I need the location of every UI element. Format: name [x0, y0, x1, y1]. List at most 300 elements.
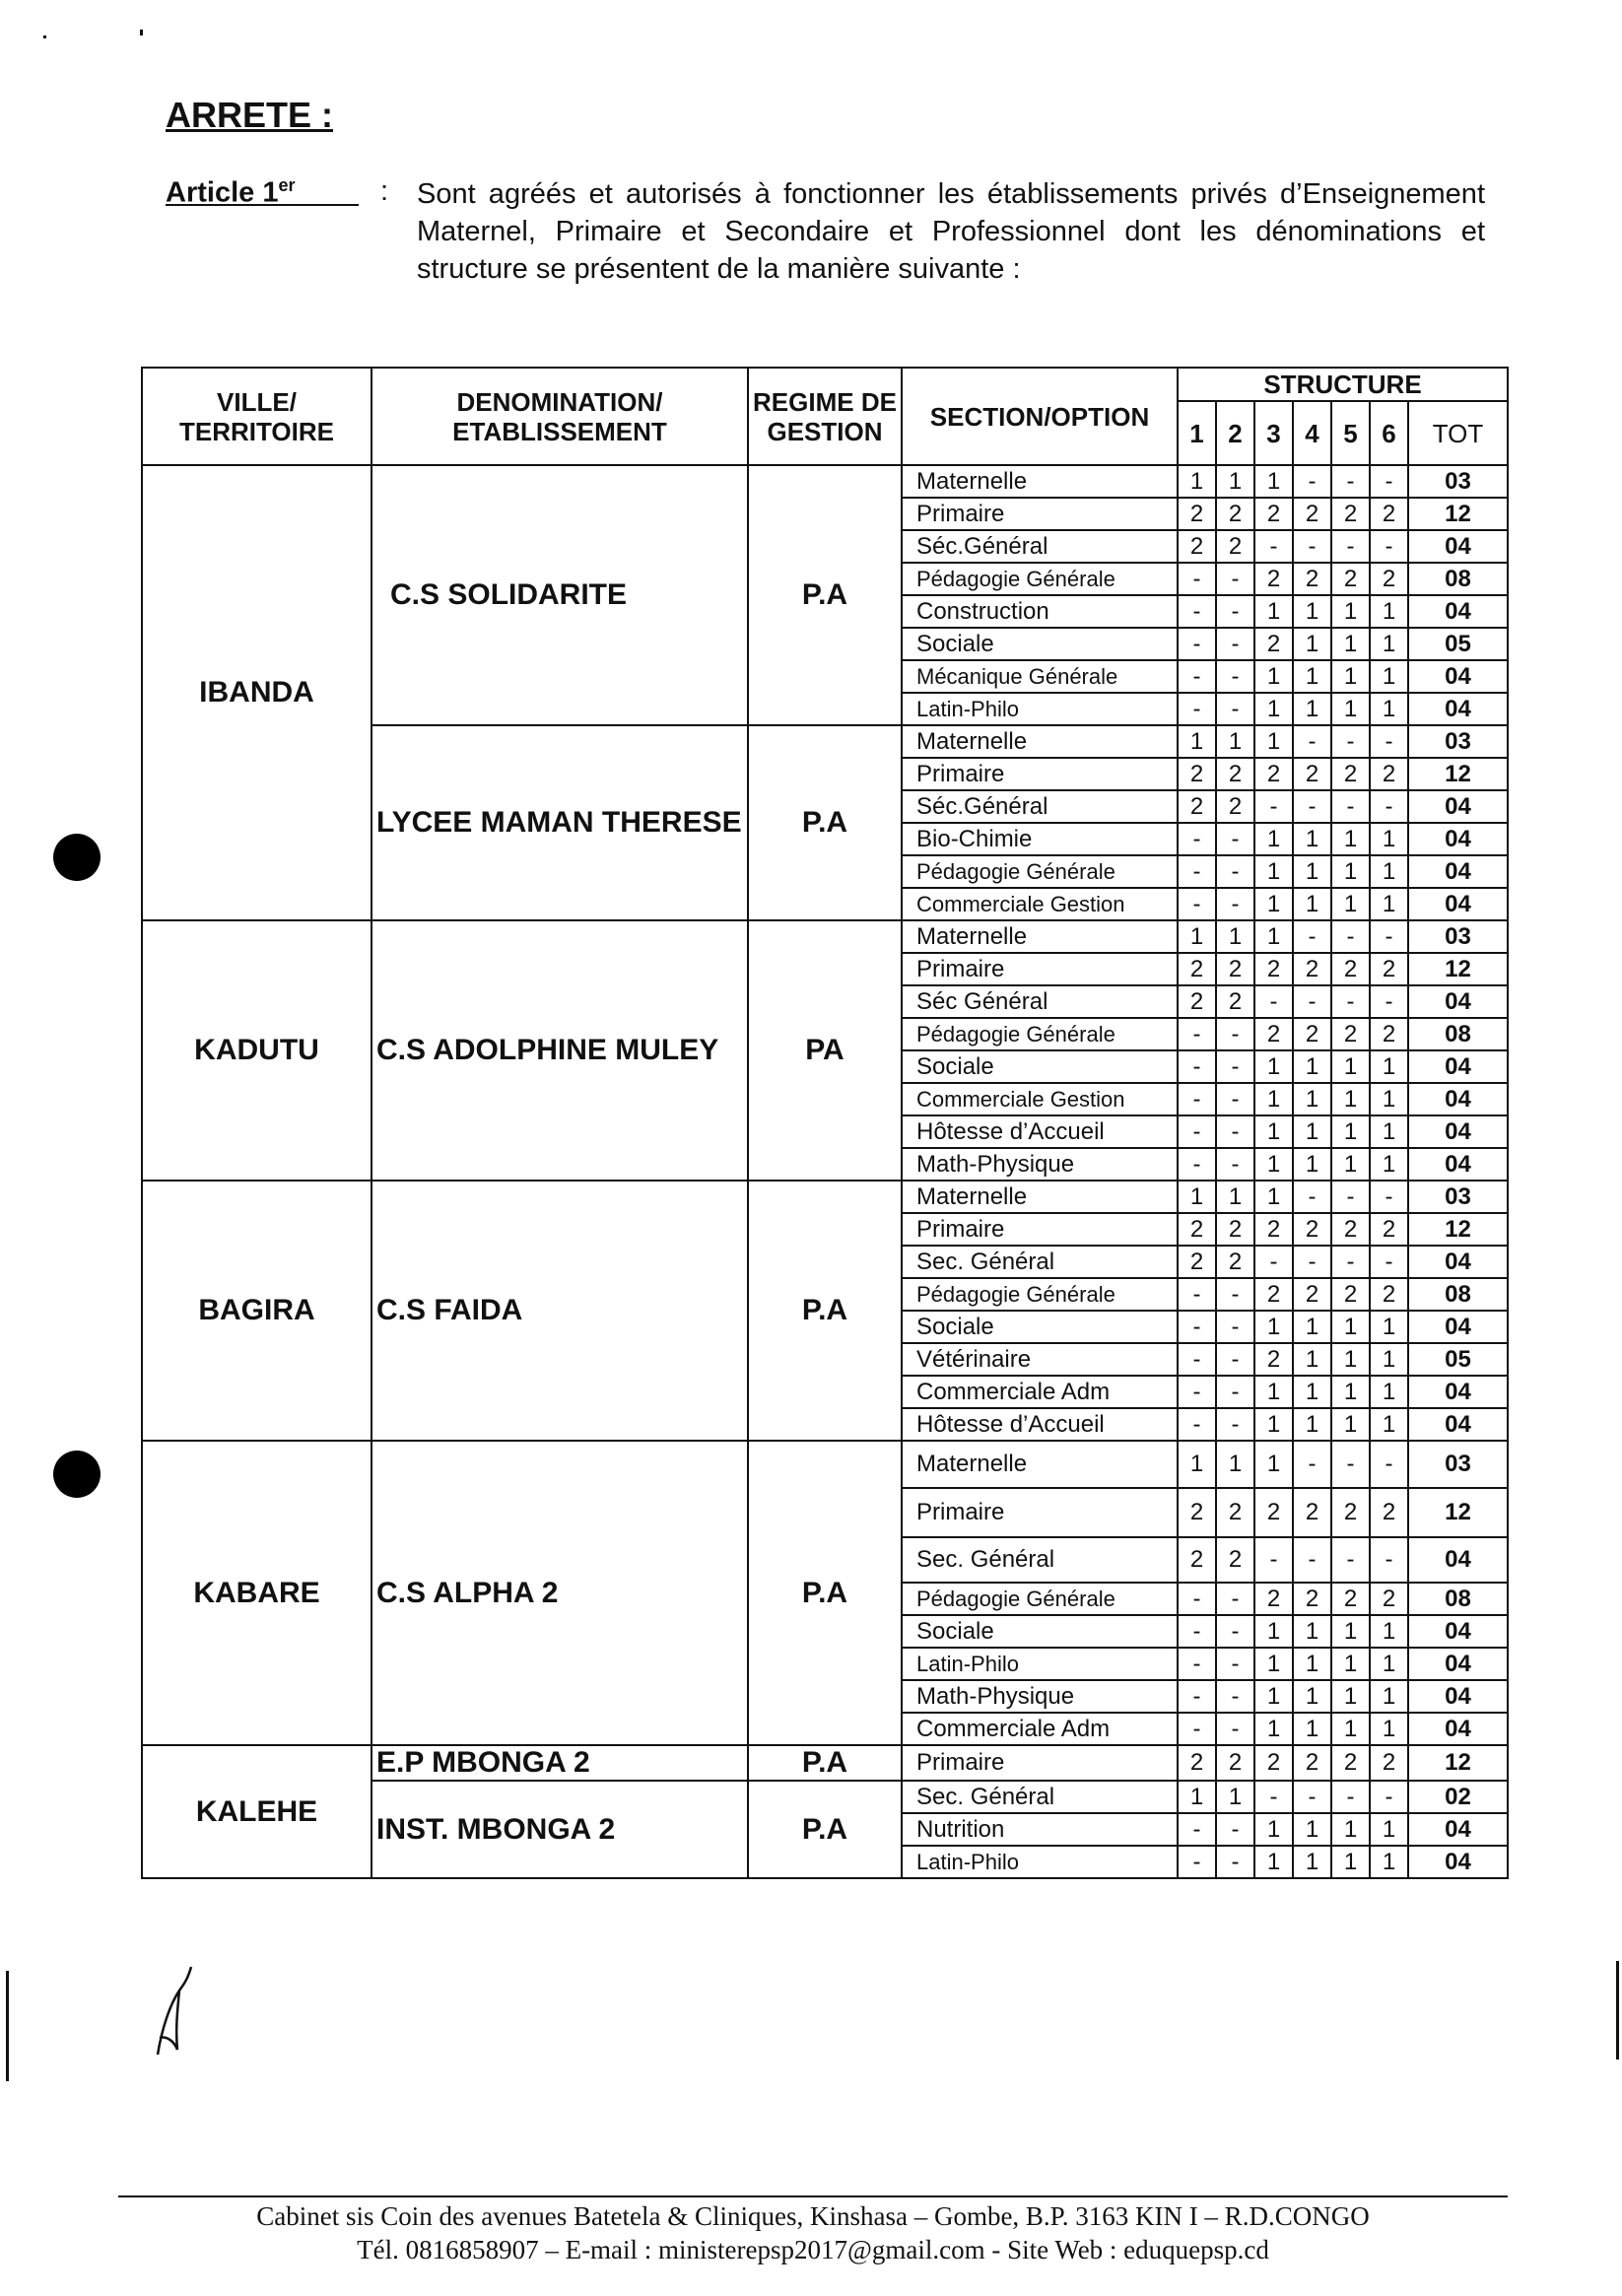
header-ville: VILLE/ TERRITOIRE [142, 368, 372, 465]
structure-value-5: - [1331, 985, 1370, 1018]
structure-total: 03 [1408, 1181, 1508, 1213]
structure-value-6: - [1370, 725, 1408, 758]
structure-value-2: 2 [1216, 1745, 1254, 1781]
structure-value-3: 1 [1254, 1441, 1293, 1488]
header-col-5: 5 [1331, 401, 1370, 465]
header-col-4: 4 [1293, 401, 1331, 465]
structure-value-2: 1 [1216, 725, 1254, 758]
structure-value-6: 2 [1370, 563, 1408, 595]
header-col-2: 2 [1216, 401, 1254, 465]
regime-cell: PA [748, 920, 902, 1181]
structure-value-2: - [1216, 1648, 1254, 1680]
structure-value-6: - [1370, 465, 1408, 498]
structure-value-1: - [1178, 1148, 1216, 1181]
structure-value-6: 1 [1370, 595, 1408, 628]
section-option-cell: Hôtesse d’Accueil [902, 1408, 1178, 1441]
structure-value-5: 1 [1331, 855, 1370, 888]
structure-value-4: - [1293, 790, 1331, 823]
article-colon: : [380, 175, 389, 207]
structure-value-5: 2 [1331, 1213, 1370, 1246]
structure-value-3: - [1254, 790, 1293, 823]
structure-value-1: 2 [1178, 953, 1216, 985]
section-option-cell: Séc Général [902, 985, 1178, 1018]
structure-value-5: - [1331, 1537, 1370, 1583]
section-option-cell: Math-Physique [902, 1148, 1178, 1181]
structure-value-5: 1 [1331, 1846, 1370, 1878]
structure-value-4: 1 [1293, 628, 1331, 660]
structure-value-2: - [1216, 1408, 1254, 1441]
structure-total: 12 [1408, 498, 1508, 530]
structure-value-6: 2 [1370, 1488, 1408, 1537]
structure-value-1: - [1178, 660, 1216, 693]
structure-value-5: 1 [1331, 1813, 1370, 1846]
structure-value-2: - [1216, 1615, 1254, 1648]
section-option-cell: Sociale [902, 1615, 1178, 1648]
regime-cell: P.A [748, 725, 902, 920]
section-option-cell: Sociale [902, 1311, 1178, 1343]
structure-total: 04 [1408, 693, 1508, 725]
structure-value-3: 2 [1254, 1213, 1293, 1246]
structure-value-5: 2 [1331, 1583, 1370, 1615]
structure-value-4: 1 [1293, 1376, 1331, 1408]
structure-total: 02 [1408, 1781, 1508, 1813]
structure-value-5: - [1331, 1441, 1370, 1488]
article-text: Sont agréés et autorisés à fonctionner les établissements privés d’Enseignement Maternel, Primaire et Secondaire et Professionnel dont les dénominations et structure se présentent de la manière suivante : [417, 178, 1485, 285]
structure-value-6: 2 [1370, 498, 1408, 530]
etablissement-name: E.P MBONGA 2 [372, 1745, 748, 1781]
structure-value-2: - [1216, 1680, 1254, 1713]
structure-value-5: 1 [1331, 1615, 1370, 1648]
structure-value-1: - [1178, 1115, 1216, 1148]
footer-contact: Tél. 0816858907 – E-mail : ministerepsp2017@gmail.com - Site Web : eduquepsp.cd [357, 2235, 1269, 2264]
section-option-cell: Pédagogie Générale [902, 1018, 1178, 1050]
structure-total: 04 [1408, 1846, 1508, 1878]
structure-value-5: 1 [1331, 823, 1370, 855]
structure-total: 12 [1408, 1488, 1508, 1537]
structure-value-2: 2 [1216, 758, 1254, 790]
section-option-cell: Primaire [902, 1213, 1178, 1246]
structure-total: 12 [1408, 758, 1508, 790]
structure-value-1: 1 [1178, 1441, 1216, 1488]
structure-value-4: - [1293, 530, 1331, 563]
structure-value-3: 1 [1254, 595, 1293, 628]
etablissement-name: C.S ALPHA 2 [372, 1441, 748, 1745]
structure-value-3: - [1254, 1246, 1293, 1278]
structure-value-4: 2 [1293, 953, 1331, 985]
section-option-cell: Pédagogie Générale [902, 1278, 1178, 1311]
structure-value-2: - [1216, 823, 1254, 855]
section-option-cell: Latin-Philo [902, 1846, 1178, 1878]
structure-value-5: 2 [1331, 758, 1370, 790]
table-row [142, 1181, 1508, 1213]
structure-value-4: 1 [1293, 1680, 1331, 1713]
section-option-cell: Hôtesse d’Accueil [902, 1115, 1178, 1148]
structure-value-1: - [1178, 1311, 1216, 1343]
structure-total: 12 [1408, 1213, 1508, 1246]
ville-cell: KALEHE [142, 1745, 372, 1878]
etablissement-name: C.S ADOLPHINE MULEY [372, 920, 748, 1181]
structure-value-4: 2 [1293, 1488, 1331, 1537]
structure-value-1: 2 [1178, 1488, 1216, 1537]
structure-value-2: 1 [1216, 465, 1254, 498]
article-label-text: Article 1 [166, 176, 279, 209]
structure-value-1: 2 [1178, 758, 1216, 790]
structure-value-1: 2 [1178, 1213, 1216, 1246]
structure-value-1: 1 [1178, 465, 1216, 498]
header-denomination: DENOMINATION/ ETABLISSEMENT [372, 368, 748, 465]
footer-address: Cabinet sis Coin des avenues Batetela & Cliniques, Kinshasa – Gombe, B.P. 3163 KIN I – R.D.CONGO [256, 2201, 1370, 2231]
structure-value-5: 1 [1331, 1311, 1370, 1343]
structure-value-3: 2 [1254, 1018, 1293, 1050]
structure-value-3: 1 [1254, 1408, 1293, 1441]
structure-value-2: - [1216, 1583, 1254, 1615]
structure-value-4: 1 [1293, 1813, 1331, 1846]
structure-value-6: - [1370, 1181, 1408, 1213]
structure-value-1: 2 [1178, 985, 1216, 1018]
structure-value-6: 1 [1370, 1376, 1408, 1408]
structure-value-3: 1 [1254, 823, 1293, 855]
structure-value-4: - [1293, 985, 1331, 1018]
section-option-cell: Commerciale Gestion [902, 1083, 1178, 1115]
structure-value-6: 2 [1370, 1213, 1408, 1246]
structure-value-5: 1 [1331, 660, 1370, 693]
section-option-cell: Vétérinaire [902, 1343, 1178, 1376]
signature [148, 1961, 217, 2060]
structure-value-6: - [1370, 530, 1408, 563]
etablissement-name: C.S SOLIDARITE [372, 465, 748, 725]
structure-total: 08 [1408, 1278, 1508, 1311]
section-option-cell: Pédagogie Générale [902, 855, 1178, 888]
section-option-cell: Nutrition [902, 1813, 1178, 1846]
structure-value-4: 1 [1293, 1343, 1331, 1376]
structure-value-6: 1 [1370, 1311, 1408, 1343]
structure-total: 04 [1408, 1537, 1508, 1583]
structure-value-1: 2 [1178, 1246, 1216, 1278]
section-option-cell: Sec. Général [902, 1781, 1178, 1813]
structure-value-3: 2 [1254, 1278, 1293, 1311]
structure-value-6: 1 [1370, 1115, 1408, 1148]
header-section: SECTION/OPTION [902, 368, 1178, 465]
structure-total: 03 [1408, 920, 1508, 953]
structure-value-3: 2 [1254, 628, 1293, 660]
section-option-cell: Commerciale Adm [902, 1713, 1178, 1745]
structure-total: 08 [1408, 563, 1508, 595]
structure-total: 03 [1408, 725, 1508, 758]
structure-value-5: 1 [1331, 595, 1370, 628]
header-col-6: 6 [1370, 401, 1408, 465]
structure-value-2: 2 [1216, 530, 1254, 563]
structure-value-4: 1 [1293, 1050, 1331, 1083]
structure-value-5: - [1331, 530, 1370, 563]
page-heading: ARRETE : [166, 95, 333, 135]
structure-value-3: 1 [1254, 725, 1293, 758]
structure-value-2: - [1216, 1018, 1254, 1050]
structure-value-2: - [1216, 1713, 1254, 1745]
structure-value-1: - [1178, 888, 1216, 920]
structure-value-3: - [1254, 1781, 1293, 1813]
structure-value-1: - [1178, 1713, 1216, 1745]
structure-value-5: 1 [1331, 1713, 1370, 1745]
structure-value-4: 1 [1293, 1846, 1331, 1878]
structure-value-6: - [1370, 1537, 1408, 1583]
structure-value-6: 1 [1370, 1615, 1408, 1648]
structure-value-1: - [1178, 1583, 1216, 1615]
structure-value-5: 2 [1331, 498, 1370, 530]
structure-value-3: 1 [1254, 1376, 1293, 1408]
structure-total: 04 [1408, 595, 1508, 628]
structure-value-1: - [1178, 1813, 1216, 1846]
structure-total: 04 [1408, 1680, 1508, 1713]
structure-total: 04 [1408, 823, 1508, 855]
structure-value-1: 1 [1178, 1781, 1216, 1813]
structure-value-1: 2 [1178, 1537, 1216, 1583]
structure-value-1: 2 [1178, 498, 1216, 530]
structure-value-2: 2 [1216, 1537, 1254, 1583]
structure-value-3: 1 [1254, 1148, 1293, 1181]
structure-value-2: 1 [1216, 1781, 1254, 1813]
structure-value-5: 1 [1331, 1408, 1370, 1441]
structure-value-5: 1 [1331, 1148, 1370, 1181]
structure-value-1: - [1178, 1018, 1216, 1050]
structure-value-6: 2 [1370, 1018, 1408, 1050]
structure-value-3: 1 [1254, 920, 1293, 953]
structure-value-4: 2 [1293, 1213, 1331, 1246]
regime-cell: P.A [748, 1181, 902, 1441]
structure-value-6: 2 [1370, 1583, 1408, 1615]
structure-value-3: 1 [1254, 1846, 1293, 1878]
structure-value-1: - [1178, 628, 1216, 660]
structure-total: 05 [1408, 1343, 1508, 1376]
structure-value-2: - [1216, 693, 1254, 725]
section-option-cell: Latin-Philo [902, 693, 1178, 725]
structure-value-2: 1 [1216, 1441, 1254, 1488]
structure-value-6: 1 [1370, 1713, 1408, 1745]
scan-speck [140, 30, 143, 35]
structure-value-2: 2 [1216, 1488, 1254, 1537]
section-option-cell: Maternelle [902, 725, 1178, 758]
structure-value-5: 2 [1331, 1278, 1370, 1311]
section-option-cell: Sec. Général [902, 1246, 1178, 1278]
structure-value-4: 1 [1293, 1311, 1331, 1343]
structure-value-6: - [1370, 1781, 1408, 1813]
structure-value-4: 2 [1293, 563, 1331, 595]
section-option-cell: Sociale [902, 1050, 1178, 1083]
structure-value-1: 1 [1178, 1181, 1216, 1213]
structure-value-6: - [1370, 920, 1408, 953]
structure-value-1: - [1178, 855, 1216, 888]
structure-value-2: 2 [1216, 985, 1254, 1018]
ville-cell: BAGIRA [142, 1181, 372, 1441]
structure-value-6: 2 [1370, 758, 1408, 790]
footer-divider [118, 2195, 1508, 2197]
regime-cell: P.A [748, 465, 902, 725]
structure-total: 08 [1408, 1018, 1508, 1050]
structure-value-5: - [1331, 1246, 1370, 1278]
structure-total: 04 [1408, 855, 1508, 888]
section-option-cell: Sociale [902, 628, 1178, 660]
structure-total: 04 [1408, 1813, 1508, 1846]
structure-value-1: - [1178, 1408, 1216, 1441]
structure-value-5: 1 [1331, 1083, 1370, 1115]
structure-value-4: 1 [1293, 888, 1331, 920]
structure-total: 04 [1408, 1311, 1508, 1343]
structure-value-1: - [1178, 1050, 1216, 1083]
structure-value-3: 1 [1254, 1115, 1293, 1148]
structure-value-3: 1 [1254, 660, 1293, 693]
structure-value-2: 2 [1216, 953, 1254, 985]
structure-value-1: - [1178, 1615, 1216, 1648]
structure-value-6: 1 [1370, 888, 1408, 920]
table-row [142, 920, 1508, 953]
structure-value-1: - [1178, 1648, 1216, 1680]
structure-value-4: - [1293, 1781, 1331, 1813]
scan-edge-mark [6, 1971, 9, 2081]
structure-total: 04 [1408, 1408, 1508, 1441]
structure-value-3: 2 [1254, 1745, 1293, 1781]
structure-value-3: 1 [1254, 1083, 1293, 1115]
structure-value-6: 1 [1370, 1813, 1408, 1846]
structure-value-6: 1 [1370, 823, 1408, 855]
structure-value-5: 2 [1331, 1018, 1370, 1050]
section-option-cell: Construction [902, 595, 1178, 628]
structure-value-2: 1 [1216, 1181, 1254, 1213]
header-col-3: 3 [1254, 401, 1293, 465]
structure-value-6: - [1370, 1246, 1408, 1278]
structure-value-5: 1 [1331, 1050, 1370, 1083]
header-col-1: 1 [1178, 401, 1216, 465]
structure-value-6: 1 [1370, 1083, 1408, 1115]
structure-value-2: 1 [1216, 920, 1254, 953]
section-option-cell: Math-Physique [902, 1680, 1178, 1713]
header-col-tot: TOT [1408, 401, 1508, 465]
structure-value-3: - [1254, 1537, 1293, 1583]
structure-value-4: 2 [1293, 758, 1331, 790]
structure-value-6: 1 [1370, 1408, 1408, 1441]
structure-value-2: - [1216, 1148, 1254, 1181]
structure-total: 04 [1408, 985, 1508, 1018]
structure-value-4: 2 [1293, 498, 1331, 530]
structure-value-5: 1 [1331, 888, 1370, 920]
ville-cell: KABARE [142, 1441, 372, 1745]
structure-value-3: 2 [1254, 498, 1293, 530]
structure-total: 12 [1408, 953, 1508, 985]
structure-value-4: 1 [1293, 1148, 1331, 1181]
structure-value-4: - [1293, 1181, 1331, 1213]
structure-value-6: 1 [1370, 628, 1408, 660]
section-option-cell: Séc.Général [902, 790, 1178, 823]
structure-value-5: 2 [1331, 1488, 1370, 1537]
structure-value-1: 2 [1178, 790, 1216, 823]
structure-value-4: 2 [1293, 1745, 1331, 1781]
structure-value-4: 1 [1293, 660, 1331, 693]
structure-value-5: 1 [1331, 1680, 1370, 1713]
structure-value-3: 2 [1254, 1343, 1293, 1376]
structure-value-6: 2 [1370, 1745, 1408, 1781]
article-label-sup: er [278, 175, 296, 195]
structure-value-1: - [1178, 563, 1216, 595]
structure-value-2: - [1216, 660, 1254, 693]
structure-value-1: - [1178, 1376, 1216, 1408]
structure-value-1: - [1178, 1680, 1216, 1713]
structure-total: 04 [1408, 1615, 1508, 1648]
structure-value-6: - [1370, 1441, 1408, 1488]
table-row [142, 1745, 1508, 1781]
structure-value-3: 1 [1254, 855, 1293, 888]
structure-value-6: 1 [1370, 1343, 1408, 1376]
structure-total: 04 [1408, 660, 1508, 693]
structure-value-4: - [1293, 1537, 1331, 1583]
structure-value-4: 2 [1293, 1583, 1331, 1615]
structure-value-3: 1 [1254, 1648, 1293, 1680]
structure-value-4: 1 [1293, 1648, 1331, 1680]
structure-value-1: - [1178, 1083, 1216, 1115]
section-option-cell: Maternelle [902, 1181, 1178, 1213]
structure-value-6: 1 [1370, 693, 1408, 725]
structure-value-4: 1 [1293, 693, 1331, 725]
structure-value-5: - [1331, 1781, 1370, 1813]
punch-hole-bottom [53, 1451, 101, 1498]
structure-value-4: 2 [1293, 1018, 1331, 1050]
table-row [142, 1441, 1508, 1488]
structure-value-6: 1 [1370, 855, 1408, 888]
structure-value-3: 1 [1254, 465, 1293, 498]
article-label [166, 175, 359, 210]
structure-total: 12 [1408, 1745, 1508, 1781]
structure-value-5: 2 [1331, 953, 1370, 985]
structure-value-6: 1 [1370, 1148, 1408, 1181]
structure-value-1: - [1178, 1278, 1216, 1311]
structure-total: 03 [1408, 465, 1508, 498]
structure-value-6: - [1370, 985, 1408, 1018]
structure-value-3: 1 [1254, 1813, 1293, 1846]
structure-value-3: 1 [1254, 693, 1293, 725]
structure-value-1: - [1178, 1846, 1216, 1878]
structure-value-2: - [1216, 1846, 1254, 1878]
etablissements-table [141, 367, 1509, 1879]
section-option-cell: Primaire [902, 953, 1178, 985]
structure-value-3: 1 [1254, 1181, 1293, 1213]
structure-value-4: 1 [1293, 1615, 1331, 1648]
structure-value-5: 1 [1331, 1648, 1370, 1680]
structure-value-4: - [1293, 465, 1331, 498]
structure-value-6: 1 [1370, 1050, 1408, 1083]
ville-cell: KADUTU [142, 920, 372, 1181]
structure-total: 04 [1408, 1713, 1508, 1745]
structure-value-1: - [1178, 693, 1216, 725]
structure-value-4: - [1293, 1246, 1331, 1278]
table-body [142, 465, 1508, 1878]
structure-value-4: 1 [1293, 855, 1331, 888]
section-option-cell: Primaire [902, 758, 1178, 790]
etablissement-name: LYCEE MAMAN THERESE [372, 725, 748, 920]
structure-value-2: - [1216, 1813, 1254, 1846]
structure-value-3: - [1254, 985, 1293, 1018]
structure-total: 04 [1408, 888, 1508, 920]
section-option-cell: Sec. Général [902, 1537, 1178, 1583]
structure-value-4: 1 [1293, 823, 1331, 855]
structure-value-2: - [1216, 1376, 1254, 1408]
structure-value-3: - [1254, 530, 1293, 563]
regime-cell: P.A [748, 1745, 902, 1781]
structure-value-2: - [1216, 1278, 1254, 1311]
section-option-cell: Primaire [902, 1488, 1178, 1537]
structure-total: 08 [1408, 1583, 1508, 1615]
structure-value-4: - [1293, 725, 1331, 758]
table-row [142, 465, 1508, 498]
structure-value-3: 1 [1254, 1615, 1293, 1648]
section-option-cell: Maternelle [902, 920, 1178, 953]
structure-value-4: - [1293, 1441, 1331, 1488]
